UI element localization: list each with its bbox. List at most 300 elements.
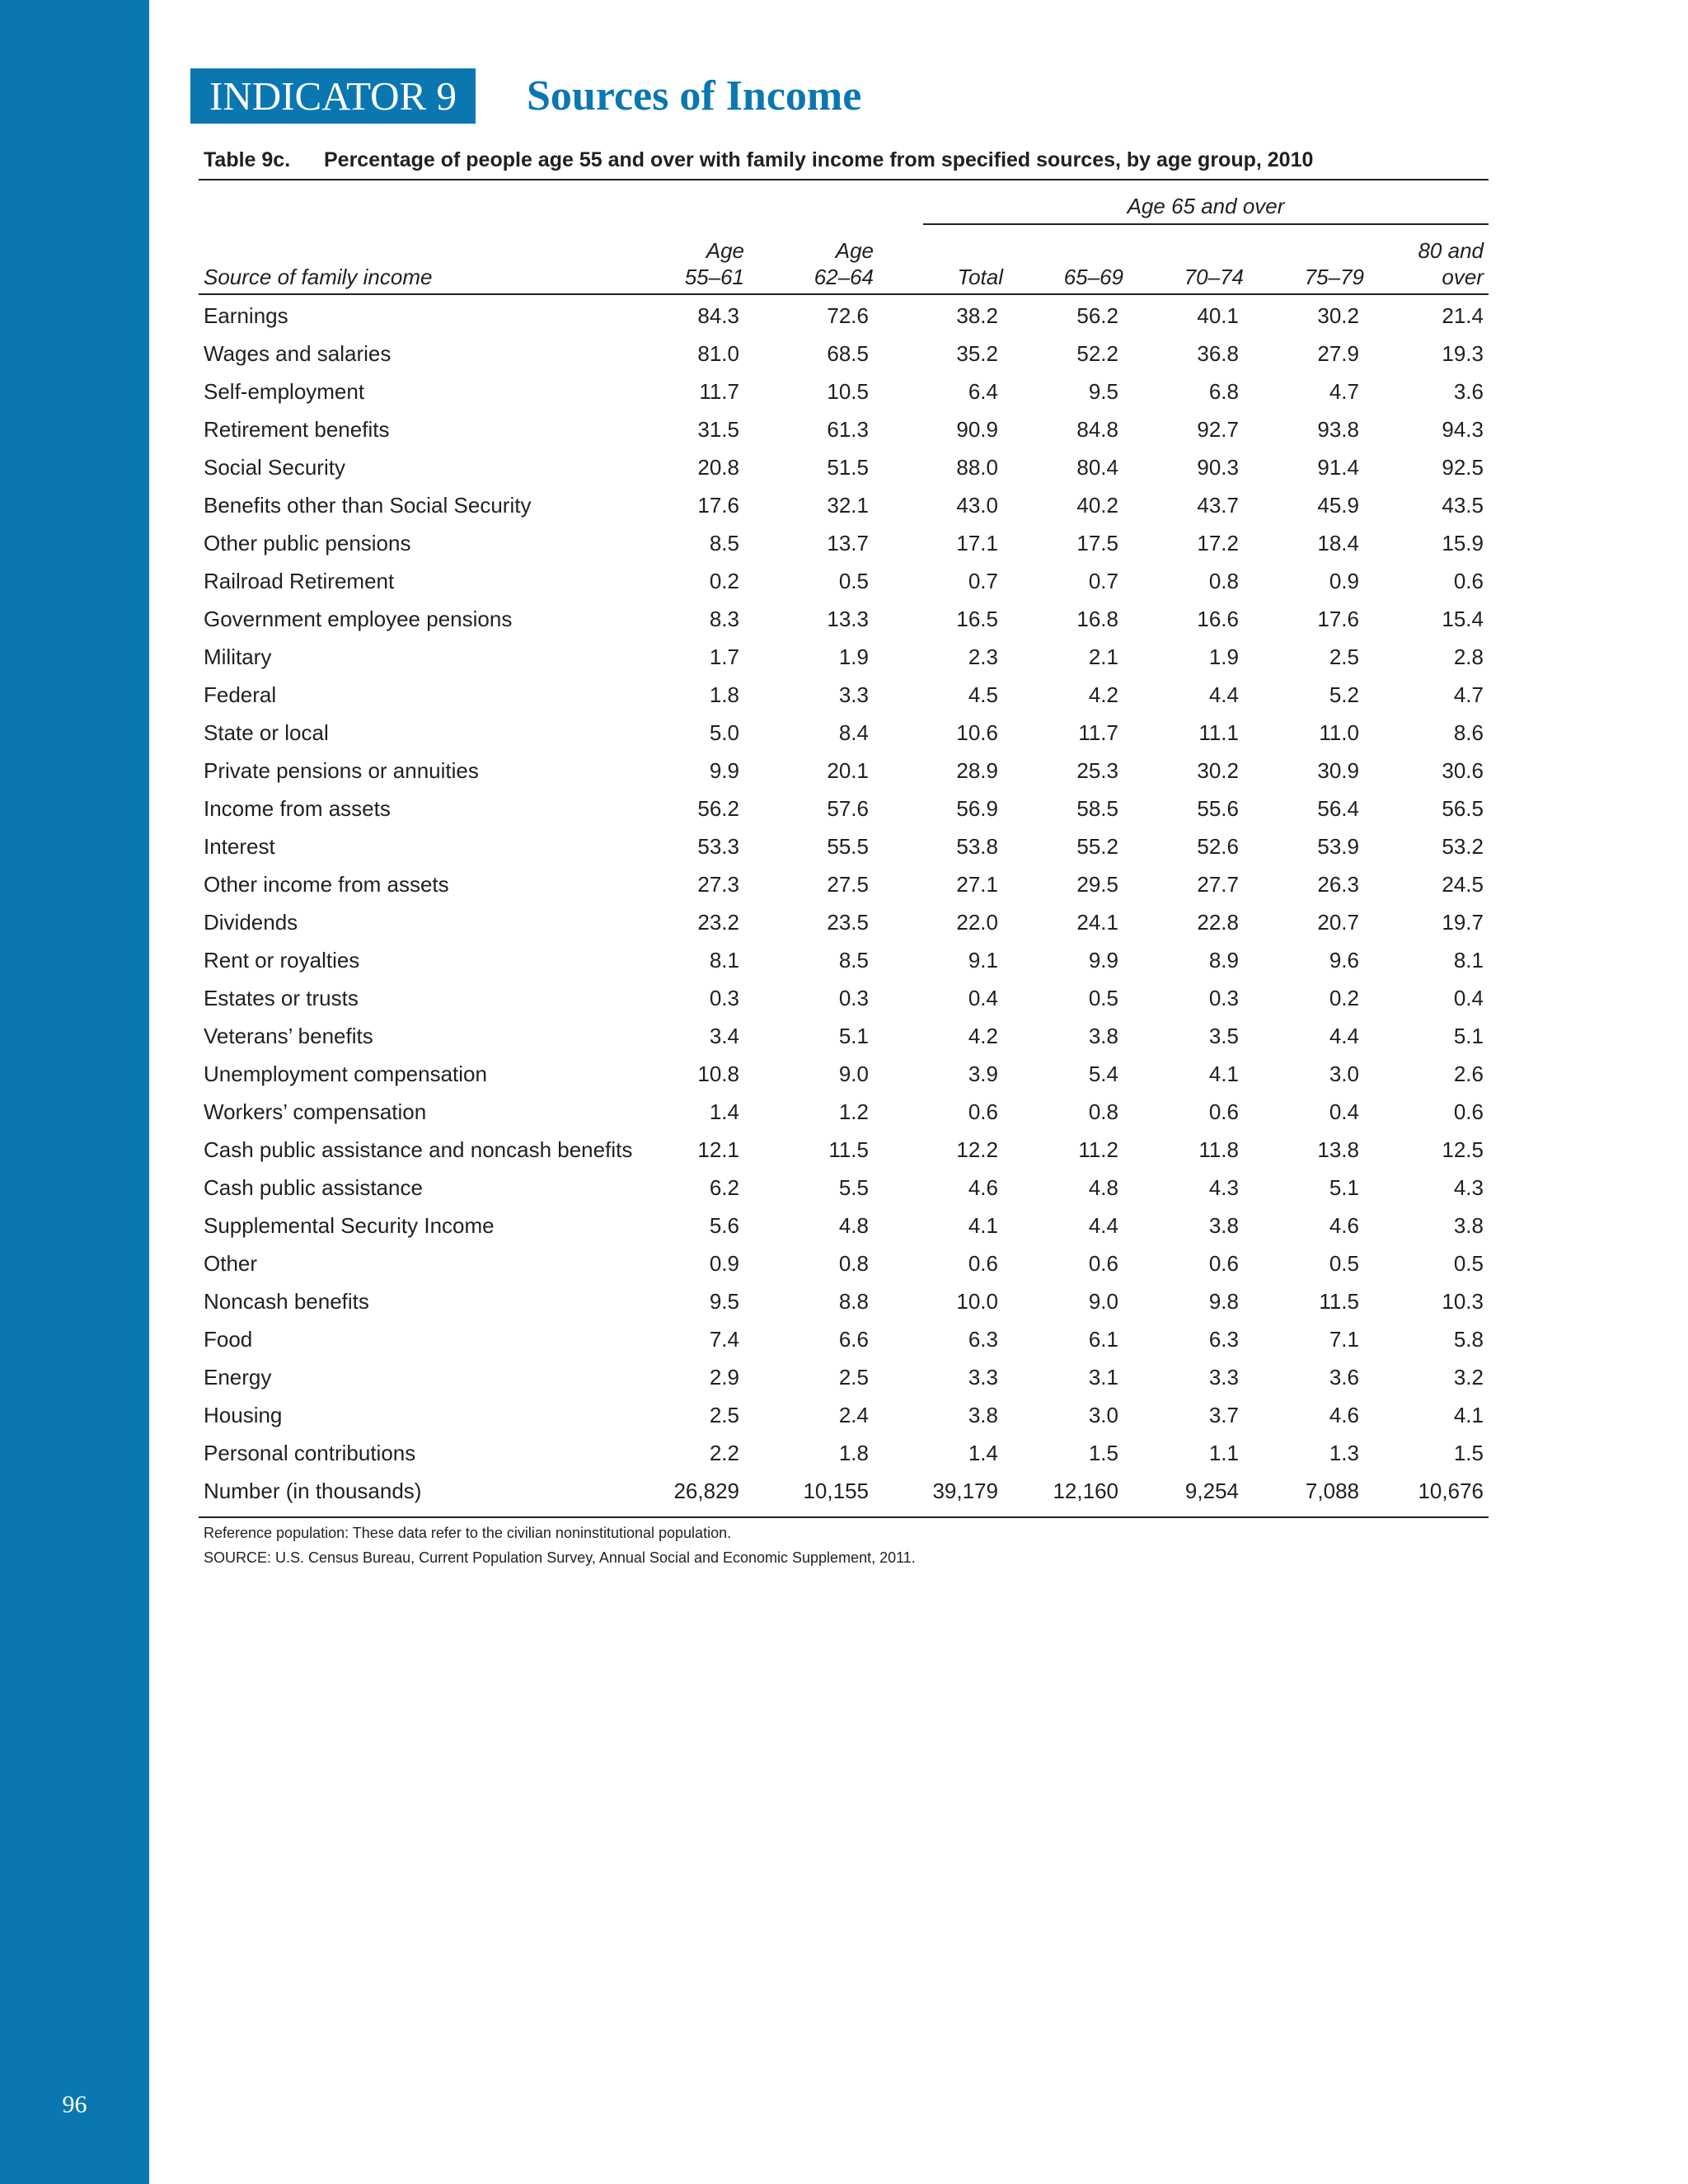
- col-header-line1: Age: [835, 238, 874, 263]
- table-cell: 0.6: [1453, 1099, 1484, 1124]
- income-sources-table: [199, 297, 1489, 1510]
- table-cell: 11.5: [1319, 1288, 1359, 1314]
- table-cell: 39,179: [932, 1478, 998, 1503]
- col-header-line2: 55–61: [684, 265, 744, 289]
- table-row: [199, 676, 1489, 714]
- table-cell: 20.8: [697, 454, 739, 480]
- table-cell: 1.5: [1088, 1440, 1118, 1465]
- table-cell: 91.4: [1317, 454, 1359, 480]
- row-label: Cash public assistance: [204, 1174, 423, 1200]
- table-cell: 12.1: [697, 1137, 739, 1162]
- table-cell: 12.5: [1442, 1137, 1484, 1162]
- table-cell: 0.6: [1453, 568, 1484, 593]
- table-cell: 20.7: [1317, 909, 1359, 935]
- table-cell: 10.3: [1442, 1288, 1484, 1314]
- table-cell: 25.3: [1076, 757, 1118, 783]
- row-label: Personal contributions: [204, 1440, 416, 1465]
- table-cell: 56.2: [1076, 302, 1118, 328]
- table-cell: 3.8: [1453, 1212, 1484, 1238]
- table-row: [199, 335, 1489, 373]
- col-header-line1: Age: [706, 238, 744, 263]
- table-row: [199, 1169, 1489, 1207]
- row-label: Social Security: [204, 454, 345, 480]
- table-cell: 26.3: [1317, 871, 1359, 897]
- table-cell: 57.6: [827, 795, 869, 821]
- table-cell: 9.0: [1088, 1288, 1118, 1314]
- table-cell: 0.6: [968, 1099, 998, 1124]
- table-cell: 4.4: [1088, 1212, 1118, 1238]
- table-cell: 53.2: [1442, 833, 1484, 859]
- table-row: [199, 1282, 1489, 1320]
- table-cell: 45.9: [1317, 492, 1359, 518]
- row-label: Housing: [204, 1402, 283, 1427]
- table-cell: 4.8: [1088, 1174, 1118, 1200]
- table-cell: 10.0: [956, 1288, 998, 1314]
- col-header-line1: 80 and: [1418, 238, 1484, 263]
- table-cell: 24.5: [1442, 871, 1484, 897]
- table-cell: 8.5: [709, 530, 739, 555]
- table-cell: 11.1: [1198, 719, 1239, 745]
- table-cell: 55.6: [1197, 795, 1239, 821]
- table-cell: 8.1: [709, 947, 739, 972]
- table-cell: 27.3: [697, 871, 739, 897]
- table-cell: 58.5: [1076, 795, 1118, 821]
- row-label: Earnings: [204, 302, 288, 328]
- table-cell: 80.4: [1076, 454, 1118, 480]
- table-cell: 3.3: [968, 1364, 998, 1390]
- section-title: Sources of Income: [527, 73, 862, 120]
- table-cell: 8.3: [709, 606, 739, 631]
- table-row: [199, 827, 1489, 865]
- table-cell: 36.8: [1197, 340, 1239, 366]
- table-cell: 0.4: [968, 985, 998, 1010]
- table-cell: 9,254: [1184, 1478, 1239, 1503]
- table-cell: 17.5: [1076, 530, 1118, 555]
- table-cell: 0.3: [838, 985, 869, 1010]
- table-cell: 4.6: [1329, 1402, 1359, 1427]
- table-cell: 11.2: [1078, 1137, 1118, 1162]
- sidebar-band: [0, 0, 149, 2184]
- table-cell: 1.5: [1453, 1440, 1484, 1465]
- row-label: Federal: [204, 682, 277, 707]
- row-label: Other income from assets: [204, 871, 449, 897]
- table-row: [199, 979, 1489, 1017]
- col-header-line2: 65–69: [1063, 265, 1123, 289]
- table-cell: 6.4: [968, 378, 998, 404]
- table-cell: 5.2: [1329, 682, 1359, 707]
- table-cell: 0.5: [1453, 1250, 1484, 1276]
- table-row: [199, 941, 1489, 979]
- table-row: [199, 562, 1489, 600]
- table-row: [199, 1207, 1489, 1244]
- table-cell: 0.3: [1208, 985, 1239, 1010]
- table-cell: 8.1: [1453, 947, 1484, 972]
- table-row: [199, 1472, 1489, 1510]
- table-cell: 6.3: [1208, 1326, 1239, 1352]
- table-cell: 0.2: [1329, 985, 1359, 1010]
- table-cell: 4.7: [1329, 378, 1359, 404]
- table-cell: 1.9: [1208, 644, 1239, 669]
- table-cell: 2.9: [709, 1364, 739, 1390]
- table-cell: 0.9: [709, 1250, 739, 1276]
- table-cell: 1.7: [709, 644, 739, 669]
- table-cell: 43.5: [1442, 492, 1484, 518]
- table-title: Percentage of people age 55 and over with family income from specified sources, by age group, 2010: [324, 148, 1314, 171]
- table-cell: 11.7: [1078, 719, 1118, 745]
- table-row: [199, 865, 1489, 903]
- table-cell: 0.5: [1329, 1250, 1359, 1276]
- row-label: Other: [204, 1250, 258, 1276]
- table-cell: 18.4: [1317, 530, 1359, 555]
- table-cell: 9.0: [838, 1061, 869, 1086]
- col-header-line2: 62–64: [814, 265, 874, 289]
- table-cell: 30.9: [1317, 757, 1359, 783]
- table-cell: 3.6: [1453, 378, 1484, 404]
- indicator-label: INDICATOR 9: [190, 68, 476, 124]
- table-cell: 28.9: [956, 757, 998, 783]
- table-cell: 55.2: [1076, 833, 1118, 859]
- row-label: Private pensions or annuities: [204, 757, 479, 783]
- row-label: Self-employment: [204, 378, 365, 404]
- table-cell: 4.2: [1088, 682, 1118, 707]
- table-cell: 5.5: [838, 1174, 869, 1200]
- table-cell: 23.5: [827, 909, 869, 935]
- table-cell: 2.3: [968, 644, 998, 669]
- table-cell: 3.3: [838, 682, 869, 707]
- table-row: [199, 1055, 1489, 1093]
- row-label: Railroad Retirement: [204, 568, 395, 593]
- table-cell: 9.5: [1088, 378, 1118, 404]
- table-row: [199, 410, 1489, 448]
- table-cell: 4.8: [838, 1212, 869, 1238]
- row-label: State or local: [204, 719, 329, 745]
- table-cell: 7,088: [1305, 1478, 1359, 1503]
- table-cell: 3.3: [1208, 1364, 1239, 1390]
- table-row: [199, 638, 1489, 676]
- table-cell: 10.5: [827, 378, 869, 404]
- row-label: Retirement benefits: [204, 416, 390, 442]
- table-cell: 0.8: [838, 1250, 869, 1276]
- table-cell: 2.5: [1329, 644, 1359, 669]
- table-cell: 0.6: [968, 1250, 998, 1276]
- table-cell: 23.2: [697, 909, 739, 935]
- table-cell: 13.3: [827, 606, 869, 631]
- table-cell: 15.9: [1442, 530, 1484, 555]
- table-cell: 32.1: [827, 492, 869, 518]
- table-cell: 11.5: [828, 1137, 869, 1162]
- table-cell: 22.0: [956, 909, 998, 935]
- table-cell: 9.5: [709, 1288, 739, 1314]
- table-cell: 3.1: [1088, 1364, 1118, 1390]
- row-label: Income from assets: [204, 795, 391, 821]
- table-cell: 4.4: [1329, 1023, 1359, 1048]
- table-cell: 13.8: [1317, 1137, 1359, 1162]
- table-row: [199, 790, 1489, 827]
- table-cell: 3.0: [1329, 1061, 1359, 1086]
- row-label: Veterans’ benefits: [204, 1023, 373, 1048]
- table-cell: 22.8: [1197, 909, 1239, 935]
- table-cell: 9.6: [1329, 947, 1359, 972]
- table-cell: 68.5: [827, 340, 869, 366]
- row-label: Interest: [204, 833, 275, 859]
- row-label: Cash public assistance and noncash benefits: [204, 1137, 633, 1162]
- table-cell: 52.6: [1197, 833, 1239, 859]
- row-label: Wages and salaries: [204, 340, 392, 366]
- table-cell: 20.1: [827, 757, 869, 783]
- table-cell: 0.7: [968, 568, 998, 593]
- table-cell: 17.1: [956, 530, 998, 555]
- table-cell: 10.6: [956, 719, 998, 745]
- table-cell: 16.6: [1197, 606, 1239, 631]
- table-cell: 0.2: [709, 568, 739, 593]
- header-rule: [199, 293, 1489, 295]
- row-label: Benefits other than Social Security: [204, 492, 532, 518]
- table-cell: 10,155: [803, 1478, 869, 1503]
- table-row: [199, 1396, 1489, 1434]
- table-cell: 38.2: [956, 302, 998, 328]
- table-cell: 0.7: [1088, 568, 1118, 593]
- table-cell: 3.2: [1453, 1364, 1484, 1390]
- table-cell: 27.7: [1197, 871, 1239, 897]
- table-cell: 8.6: [1453, 719, 1484, 745]
- table-cell: 0.5: [838, 568, 869, 593]
- table-cell: 9.9: [709, 757, 739, 783]
- table-row: [199, 297, 1489, 335]
- table-cell: 43.0: [956, 492, 998, 518]
- table-cell: 2.6: [1453, 1061, 1484, 1086]
- col-header-line2: 75–79: [1304, 265, 1364, 289]
- table-cell: 3.5: [1208, 1023, 1239, 1048]
- table-cell: 56.5: [1442, 795, 1484, 821]
- table-cell: 90.9: [956, 416, 998, 442]
- table-cell: 3.7: [1208, 1402, 1239, 1427]
- table-row: [199, 1017, 1489, 1055]
- table-cell: 5.4: [1088, 1061, 1118, 1086]
- table-row: [199, 1434, 1489, 1472]
- table-cell: 35.2: [956, 340, 998, 366]
- stub-header: Source of family income: [204, 265, 433, 289]
- table-cell: 90.3: [1197, 454, 1239, 480]
- table-cell: 31.5: [697, 416, 739, 442]
- table-cell: 0.9: [1329, 568, 1359, 593]
- table-cell: 93.8: [1317, 416, 1359, 442]
- spanner-header: Age 65 and over: [1127, 194, 1285, 218]
- source-note: SOURCE: U.S. Census Bureau, Current Population Survey, Annual Social and Economic Supplement, 2011.: [204, 1549, 916, 1566]
- col-header-line2: 70–74: [1184, 265, 1244, 289]
- table-cell: 1.2: [838, 1099, 869, 1124]
- table-cell: 1.4: [968, 1440, 998, 1465]
- table-cell: 53.3: [697, 833, 739, 859]
- table-cell: 3.0: [1088, 1402, 1118, 1427]
- table-cell: 12.2: [956, 1137, 998, 1162]
- table-cell: 17.2: [1197, 530, 1239, 555]
- table-cell: 53.9: [1317, 833, 1359, 859]
- table-cell: 6.2: [709, 1174, 739, 1200]
- table-row: [199, 903, 1489, 941]
- table-cell: 4.6: [968, 1174, 998, 1200]
- table-cell: 1.4: [709, 1099, 739, 1124]
- table-cell: 92.7: [1197, 416, 1239, 442]
- table-cell: 43.7: [1197, 492, 1239, 518]
- page-number: 96: [62, 2091, 87, 2118]
- row-label: Noncash benefits: [204, 1288, 369, 1314]
- table-cell: 0.8: [1088, 1099, 1118, 1124]
- table-cell: 6.6: [838, 1326, 869, 1352]
- table-cell: 5.1: [838, 1023, 869, 1048]
- table-cell: 4.6: [1329, 1212, 1359, 1238]
- table-cell: 0.5: [1088, 985, 1118, 1010]
- table-cell: 2.4: [838, 1402, 869, 1427]
- table-cell: 4.5: [968, 682, 998, 707]
- table-cell: 8.4: [838, 719, 869, 745]
- table-cell: 4.2: [968, 1023, 998, 1048]
- table-body: [199, 297, 1489, 1510]
- table-cell: 61.3: [827, 416, 869, 442]
- table-cell: 5.6: [709, 1212, 739, 1238]
- table-cell: 4.1: [1208, 1061, 1239, 1086]
- table-cell: 4.7: [1453, 682, 1484, 707]
- table-cell: 15.4: [1442, 606, 1484, 631]
- table-cell: 88.0: [956, 454, 998, 480]
- table-cell: 3.6: [1329, 1364, 1359, 1390]
- table-cell: 55.5: [827, 833, 869, 859]
- table-row: [199, 1131, 1489, 1169]
- table-cell: 0.6: [1208, 1250, 1239, 1276]
- table-cell: 27.1: [956, 871, 998, 897]
- table-cell: 11.8: [1198, 1137, 1239, 1162]
- table-cell: 30.6: [1442, 757, 1484, 783]
- table-cell: 27.5: [827, 871, 869, 897]
- table-cell: 84.3: [697, 302, 739, 328]
- table-cell: 4.1: [968, 1212, 998, 1238]
- table-row: [199, 1320, 1489, 1358]
- table-cell: 0.4: [1329, 1099, 1359, 1124]
- table-cell: 0.4: [1453, 985, 1484, 1010]
- table-cell: 0.3: [709, 985, 739, 1010]
- table-cell: 26,829: [673, 1478, 739, 1503]
- table-cell: 1.8: [838, 1440, 869, 1465]
- table-cell: 9.8: [1208, 1288, 1239, 1314]
- table-cell: 0.6: [1088, 1250, 1118, 1276]
- table-cell: 11.7: [699, 378, 739, 404]
- table-cell: 81.0: [697, 340, 739, 366]
- table-cell: 84.8: [1076, 416, 1118, 442]
- row-label: Unemployment compensation: [204, 1061, 487, 1086]
- table-cell: 3.8: [968, 1402, 998, 1427]
- table-cell: 6.3: [968, 1326, 998, 1352]
- row-label: Military: [204, 644, 272, 669]
- table-cell: 0.8: [1208, 568, 1239, 593]
- table-row: [199, 373, 1489, 410]
- table-cell: 1.8: [709, 682, 739, 707]
- table-cell: 0.6: [1208, 1099, 1239, 1124]
- table-cell: 17.6: [1317, 606, 1359, 631]
- table-cell: 29.5: [1076, 871, 1118, 897]
- table-cell: 8.5: [838, 947, 869, 972]
- table-cell: 5.1: [1453, 1023, 1484, 1048]
- table-cell: 92.5: [1442, 454, 1484, 480]
- table-cell: 7.4: [709, 1326, 739, 1352]
- table-cell: 4.3: [1453, 1174, 1484, 1200]
- col-header-line2: Total: [957, 265, 1003, 289]
- row-label: Workers’ compensation: [204, 1099, 427, 1124]
- table-cell: 6.8: [1208, 378, 1239, 404]
- table-cell: 53.8: [956, 833, 998, 859]
- table-cell: 4.4: [1208, 682, 1239, 707]
- table-cell: 30.2: [1317, 302, 1359, 328]
- table-row: [199, 714, 1489, 752]
- table-row: [199, 1244, 1489, 1282]
- table-cell: 6.1: [1088, 1326, 1118, 1352]
- table-cell: 16.5: [956, 606, 998, 631]
- table-cell: 3.8: [1088, 1023, 1118, 1048]
- table-cell: 1.1: [1208, 1440, 1239, 1465]
- table-caption: [204, 148, 1313, 172]
- table-row: [199, 752, 1489, 790]
- table-cell: 51.5: [827, 454, 869, 480]
- table-row: [199, 448, 1489, 486]
- table-cell: 2.8: [1453, 644, 1484, 669]
- table-cell: 72.6: [827, 302, 869, 328]
- table-cell: 13.7: [827, 530, 869, 555]
- table-cell: 56.9: [956, 795, 998, 821]
- row-label: Rent or royalties: [204, 947, 360, 972]
- table-cell: 4.1: [1453, 1402, 1484, 1427]
- table-bottom-rule: [199, 1516, 1489, 1518]
- table-cell: 52.2: [1076, 340, 1118, 366]
- row-label: Government employee pensions: [204, 606, 513, 631]
- table-cell: 8.8: [838, 1288, 869, 1314]
- spanner-rule: [923, 223, 1489, 225]
- table-cell: 21.4: [1442, 302, 1484, 328]
- table-cell: 1.3: [1329, 1440, 1359, 1465]
- table-cell: 27.9: [1317, 340, 1359, 366]
- table-cell: 5.8: [1453, 1326, 1484, 1352]
- table-cell: 40.2: [1076, 492, 1118, 518]
- table-cell: 3.8: [1208, 1212, 1239, 1238]
- table-cell: 10.8: [697, 1061, 739, 1086]
- table-cell: 40.1: [1197, 302, 1239, 328]
- row-label: Food: [204, 1326, 253, 1352]
- table-cell: 5.0: [709, 719, 739, 745]
- table-row: [199, 600, 1489, 638]
- table-cell: 9.1: [968, 947, 998, 972]
- row-label: Estates or trusts: [204, 985, 359, 1010]
- table-cell: 10,676: [1418, 1478, 1484, 1503]
- row-label: Supplemental Security Income: [204, 1212, 495, 1238]
- row-label: Other public pensions: [204, 530, 411, 555]
- table-cell: 30.2: [1197, 757, 1239, 783]
- row-label: Energy: [204, 1364, 272, 1390]
- table-cell: 12,160: [1053, 1478, 1118, 1503]
- table-cell: 56.2: [697, 795, 739, 821]
- reference-note: Reference population: These data refer to the civilian noninstitutional population.: [204, 1525, 732, 1541]
- table-cell: 3.9: [968, 1061, 998, 1086]
- row-label: Number (in thousands): [204, 1478, 422, 1503]
- table-cell: 17.6: [697, 492, 739, 518]
- table-cell: 4.3: [1208, 1174, 1239, 1200]
- table-cell: 16.8: [1076, 606, 1118, 631]
- table-cell: 1.9: [838, 644, 869, 669]
- table-id: Table 9c.: [204, 148, 291, 171]
- table-top-rule: [199, 179, 1489, 180]
- table-cell: 24.1: [1076, 909, 1118, 935]
- table-cell: 9.9: [1088, 947, 1118, 972]
- table-cell: 8.9: [1208, 947, 1239, 972]
- row-label: Dividends: [204, 909, 298, 935]
- table-cell: 11.0: [1319, 719, 1359, 745]
- table-cell: 56.4: [1317, 795, 1359, 821]
